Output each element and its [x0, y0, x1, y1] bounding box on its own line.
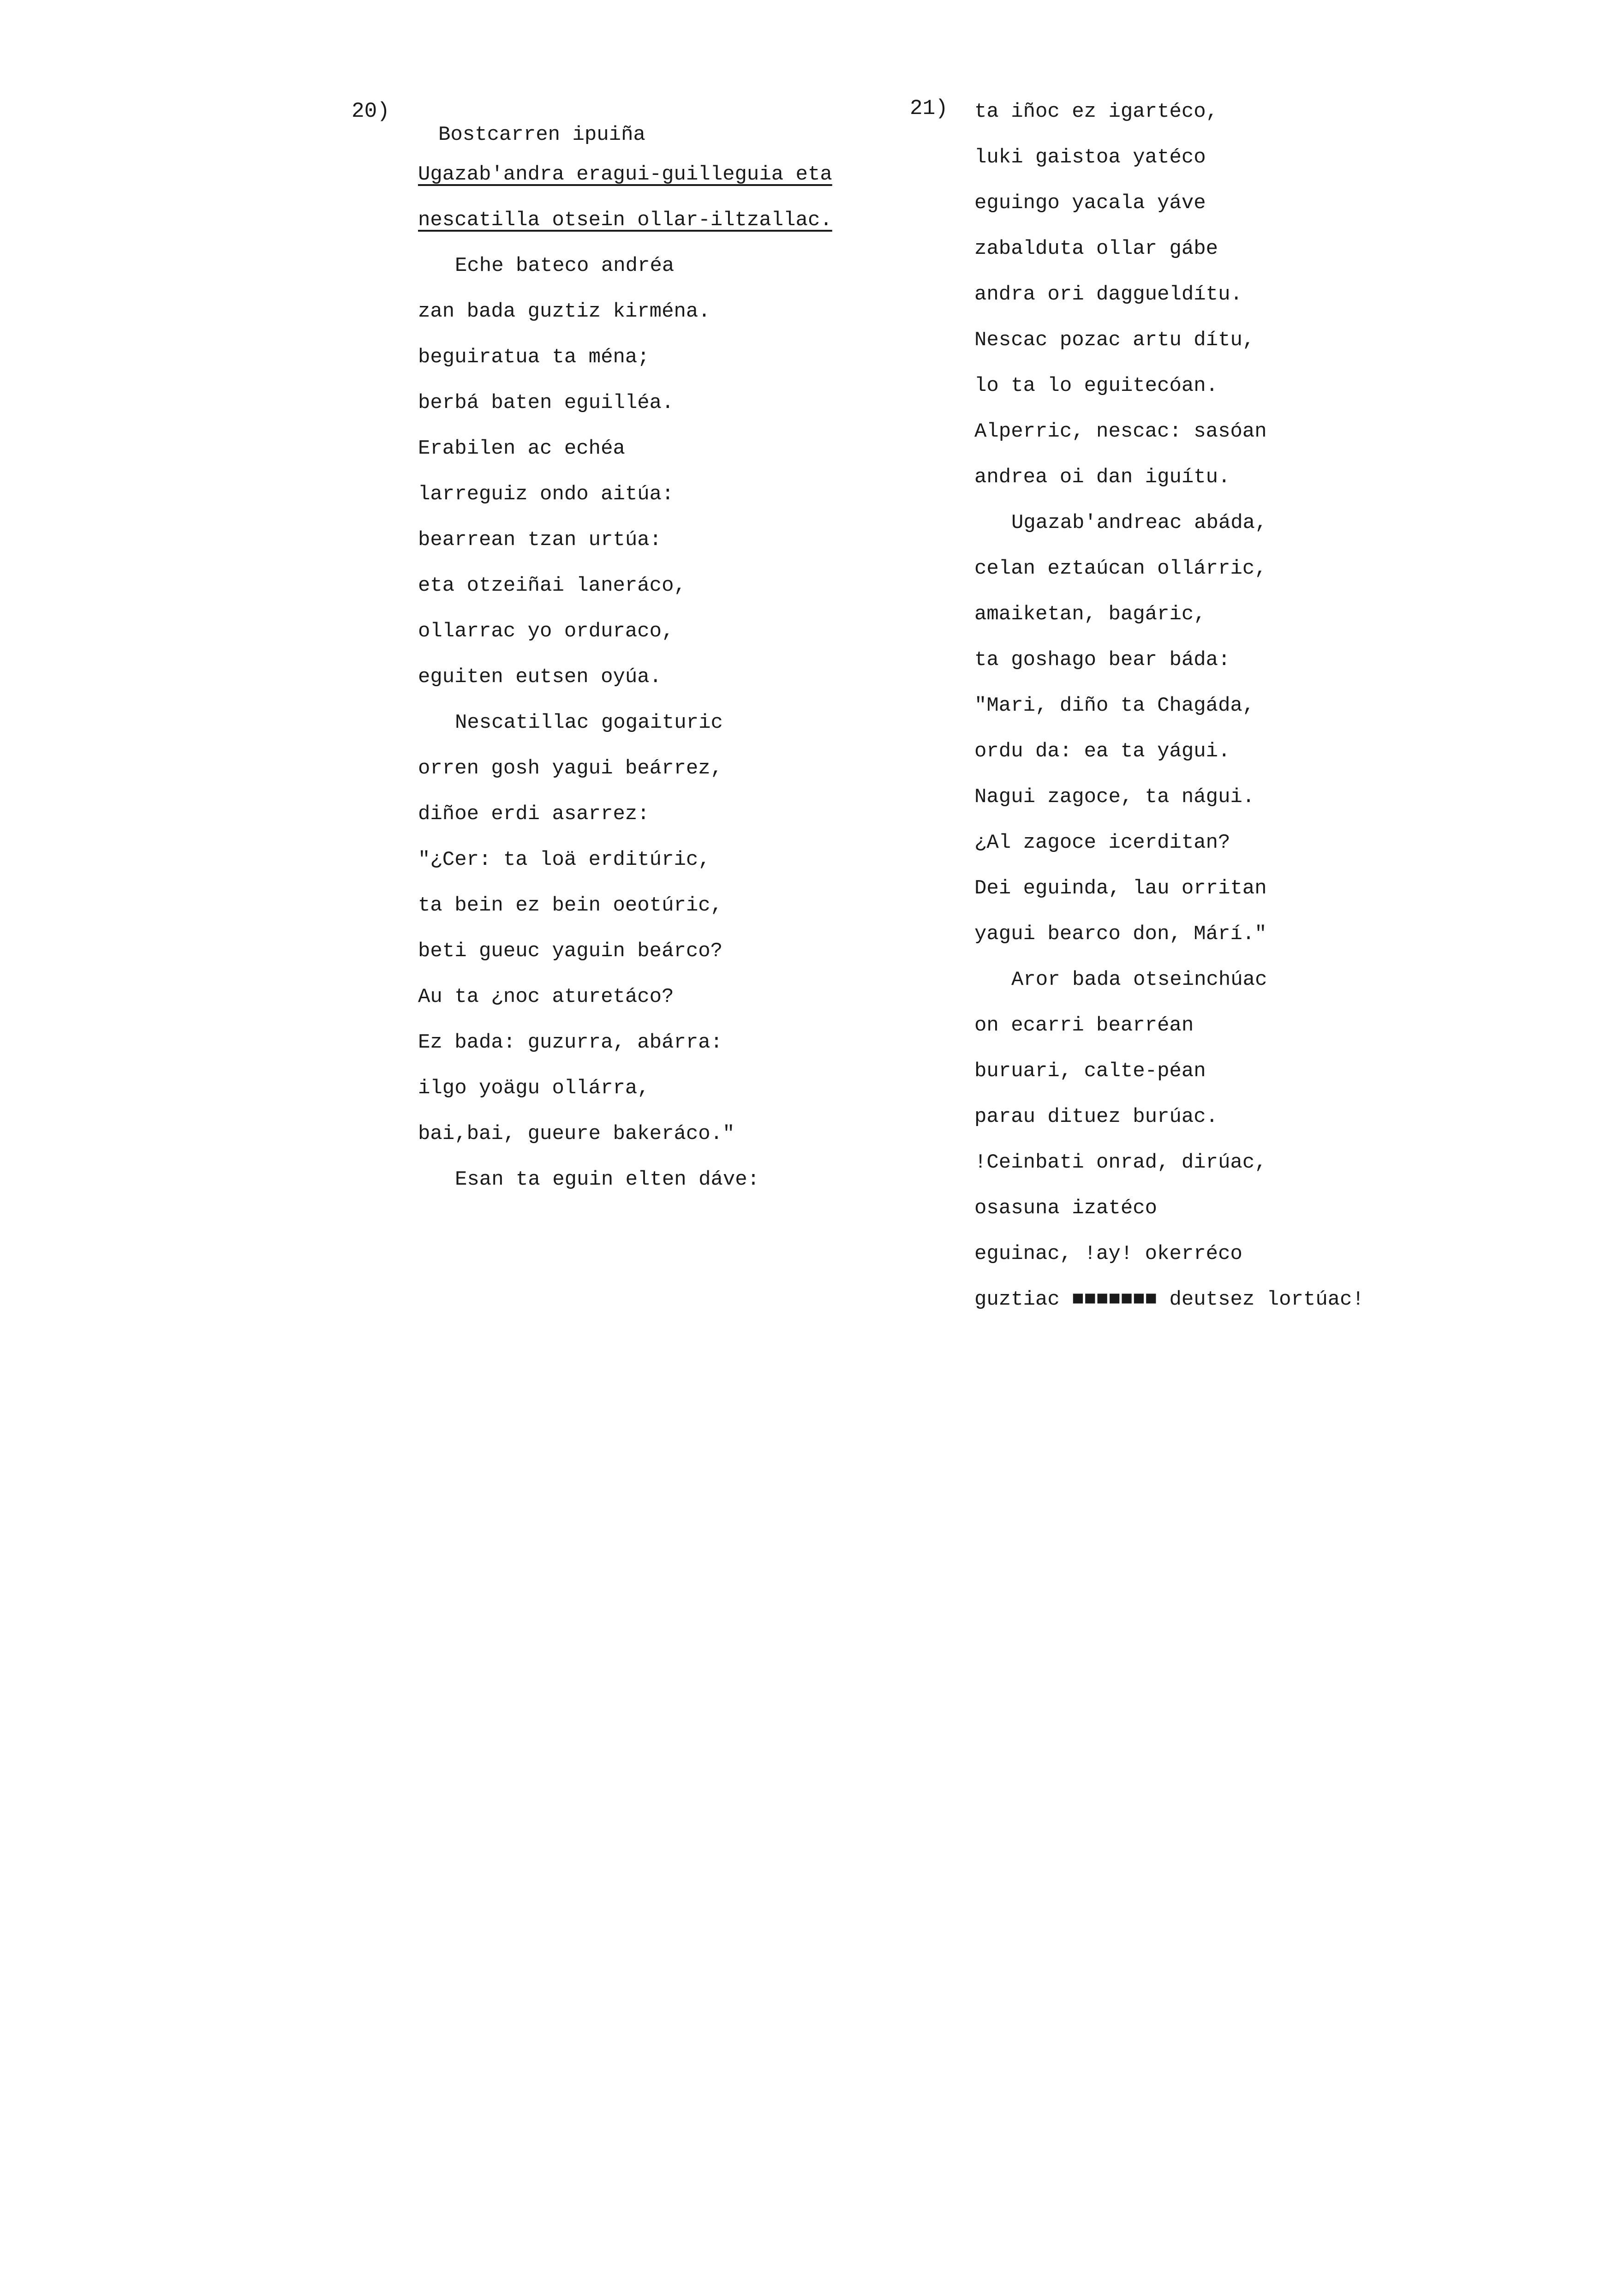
verse-line: larreguiz ondo aitúa: — [418, 483, 674, 506]
verse-line: lo ta lo eguitecóan. — [974, 374, 1218, 397]
verse-line: ollarrac yo orduraco, — [418, 620, 674, 643]
verse-line: parau dituez burúac. — [974, 1105, 1218, 1128]
verse-line: ordu da: ea ta yágui. — [974, 740, 1230, 763]
verse-line: Nescatillac gogaituric — [455, 711, 723, 734]
story-title-line-2: nescatilla otsein ollar-iltzallac. — [418, 209, 832, 232]
verse-line: berbá baten eguilléa. — [418, 391, 674, 414]
verse-line: "Mari, diño ta Chagáda, — [974, 694, 1255, 717]
verse-line: beti gueuc yaguin beárco? — [418, 940, 723, 963]
verse-line: Dei eguinda, lau orritan — [974, 877, 1267, 900]
verse-line: ta goshago bear báda: — [974, 648, 1230, 671]
verse-line: eguingo yacala yáve — [974, 192, 1206, 215]
page-number-left: 20) — [352, 99, 390, 123]
verse-line: Ugazab'andreac abáda, — [1011, 511, 1267, 534]
verse-line: beguiratua ta ména; — [418, 346, 650, 369]
verse-line: diñoe erdi asarrez: — [418, 803, 650, 826]
verse-line: zabalduta ollar gábe — [974, 237, 1218, 260]
verse-line: orren gosh yagui beárrez, — [418, 757, 723, 780]
verse-line: celan eztaúcan ollárric, — [974, 557, 1267, 580]
verse-line: Eche bateco andréa — [455, 254, 675, 277]
verse-line: Alperric, nescac: sasóan — [974, 420, 1267, 443]
verse-line: zan bada guztiz kirména. — [418, 300, 710, 323]
verse-line: eguiten eutsen oyúa. — [418, 665, 662, 689]
verse-line: ¿Al zagoce icerditan? — [974, 831, 1230, 854]
verse-line: guztiac ■■■■■■■ deutsez lortúac! — [974, 1288, 1364, 1311]
verse-line: ta bein ez bein oeotúric, — [418, 894, 723, 917]
verse-line: bai,bai, gueure bakeráco." — [418, 1122, 735, 1145]
verse-line: on ecarri bearréan — [974, 1014, 1194, 1037]
verse-line: !Ceinbati onrad, dirúac, — [974, 1151, 1267, 1174]
verse-line: Aror bada otseinchúac — [1011, 968, 1267, 991]
story-heading: Bostcarren ipuiña — [438, 123, 645, 146]
verse-line: buruari, calte-péan — [974, 1060, 1206, 1083]
verse-line: andrea oi dan iguítu. — [974, 466, 1230, 489]
verse-line: yagui bearco don, Márí." — [974, 923, 1267, 946]
verse-line: andra ori daggueldítu. — [974, 283, 1242, 306]
verse-line: ta iñoc ez igartéco, — [974, 100, 1218, 123]
verse-line: Nescac pozac artu dítu, — [974, 329, 1255, 352]
verse-line: Esan ta eguin elten dáve: — [455, 1168, 760, 1191]
verse-line: osasuna izatéco — [974, 1197, 1158, 1220]
verse-line: eta otzeiñai laneráco, — [418, 574, 686, 597]
verse-line: ilgo yoägu ollárra, — [418, 1077, 650, 1100]
page-number-right: 21) — [910, 96, 948, 120]
verse-line: bearrean tzan urtúa: — [418, 528, 662, 551]
verse-line: "¿Cer: ta loä erditúric, — [418, 848, 710, 871]
left-column — [418, 121, 879, 1211]
verse-line: Au ta ¿noc aturetáco? — [418, 985, 674, 1008]
story-title-line-1: Ugazab'andra eragui-guilleguia eta — [418, 163, 832, 186]
verse-line: Nagui zagoce, ta nágui. — [974, 785, 1255, 809]
verse-line: Erabilen ac echéa — [418, 437, 625, 460]
verse-line: luki gaistoa yatéco — [974, 146, 1206, 169]
verse-line: eguinac, !ay! okerréco — [974, 1242, 1242, 1265]
verse-line: amaiketan, bagáric, — [974, 603, 1206, 626]
verse-line: Ez bada: guzurra, abárra: — [418, 1031, 723, 1054]
right-column — [974, 98, 1505, 1331]
